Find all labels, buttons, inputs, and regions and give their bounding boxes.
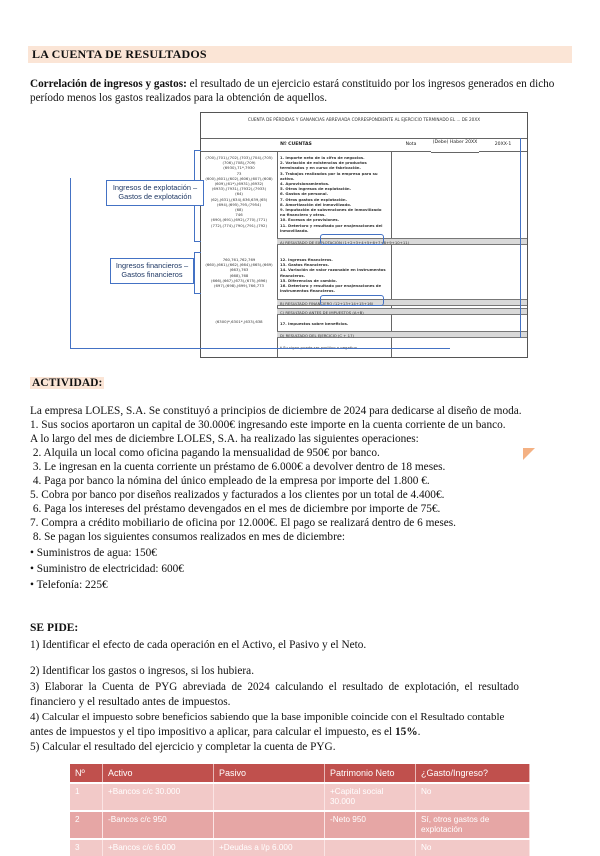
- statement-line: (6933),(7931),(7932),(7933): [211, 186, 267, 192]
- cell-activo: +Bancos c/c 30.000: [103, 783, 214, 811]
- statement-line: (64): [235, 191, 243, 197]
- task-2: 2) Identificar los gastos o ingresos, si los hubiera.: [30, 665, 255, 677]
- intro-text: el resultado de un ejercicio estará constituido por los ingresos generados en dicho período menos los gastos realizados para la obtención de aquellos.: [30, 78, 555, 104]
- statement-line: (706),(708),(709): [222, 160, 256, 166]
- pyg-diagram: [70, 108, 512, 363]
- operations-table: [70, 764, 530, 856]
- label-explotacion: Ingresos de explotación – Gastos de explotación: [106, 180, 204, 206]
- subtotal-antes-impuestos: C) RESULTADO ANTES DE IMPUESTOS (A+B): [277, 308, 527, 315]
- activity-line-11: • Suministro de electricidad: 600€: [30, 563, 184, 575]
- statement-line: 16. Deterioro y resultado por enajenaciones de instrumentos financieros.: [280, 283, 382, 294]
- activity-line-4: 3. Le ingresan en la cuenta corriente un préstamo de 6.000€ a devolver dentro de 18 meses.: [30, 461, 446, 473]
- sepide-title: SE PIDE:: [30, 622, 79, 634]
- statement-line: 3. Trabajos realizados por la empresa para su activo.: [280, 170, 378, 181]
- cell-gasto-ingreso: No: [416, 839, 530, 856]
- statement-line: (697),(698),(699),766,773: [214, 283, 264, 289]
- header-pasivo: Pasivo: [214, 764, 325, 783]
- task-3b: financiero y el resultado antes de impuestos.: [30, 696, 231, 708]
- table-row: [70, 783, 530, 811]
- items-column: [277, 151, 392, 357]
- col-nota: Nota: [391, 139, 431, 152]
- statement-line: (62),(631),(634),636,639,(65): [210, 196, 268, 202]
- statement-line: (666),(667),(673),(675),(696): [211, 277, 267, 283]
- activity-line-2: A lo largo del mes de diciembre LOLES, S.A. ha realizado las siguientes operaciones:: [30, 433, 419, 445]
- cell-gasto-ingreso: Sí, otros gastos de explotación: [416, 811, 530, 839]
- activity-line-3: 2. Alquila un local como oficina pagando la mensualidad de 950€ por banco.: [30, 447, 380, 459]
- activity-title: ACTIVIDAD:: [32, 377, 103, 389]
- items-block-3: [277, 319, 391, 328]
- connector-right: [520, 138, 521, 338]
- cell-pasivo: [214, 811, 325, 839]
- header-neto: Patrimonio Neto: [325, 764, 416, 783]
- statement-line: 12. Ingresos financieros.: [280, 257, 333, 262]
- statement-line: 13. Gastos financieros.: [280, 262, 330, 268]
- cell-activo: +Bancos c/c 6.000: [103, 839, 214, 856]
- subtotal-financiero: B) RESULTADO FINANCIERO (12+13+14+15+16): [277, 299, 527, 306]
- statement-line: (68): [235, 207, 243, 213]
- statement-line: 9. Imputación de subvenciones de inmovilizado no financiero y otras.: [280, 207, 382, 218]
- activity-line-1: 1. Sus socios aportaron un capital de 30.000€ ingresando este importe en la cuenta corriente de un banco.: [30, 419, 506, 431]
- statement-line: 760,761,762,769: [222, 257, 256, 262]
- task-4b: [30, 725, 575, 740]
- task-4b-end: .: [417, 726, 421, 738]
- statement-line: (609),(61*),(6931),(6932): [214, 181, 264, 187]
- cell-pasivo: [214, 783, 325, 811]
- subtotal-explotacion: A) RESULTADO DE EXPLOTACIÓN (1+2+3+4+5+6+7+8+9+10+11): [277, 238, 527, 245]
- accounts-block-1: [201, 153, 277, 230]
- statement-line: 746: [235, 212, 243, 218]
- statement-line: 15. Diferencias de cambio.: [280, 277, 338, 283]
- highlight-oval-2: [320, 295, 384, 306]
- col-accounts: Nº CUENTAS: [201, 139, 391, 152]
- cell-activo: -Bancos c/c 950: [103, 811, 214, 839]
- activity-line-0: La empresa LOLES, S.A. Se constituyó a principios de diciembre de 2024 para dedicarse al diseño de moda.: [30, 405, 522, 417]
- statement-heading: CUENTA DE PÉRDIDAS Y GANANCIAS ABREVIADA CORRESPONDIENTE AL EJERCICIO TERMINADO EL ... DE 20XX: [201, 113, 527, 139]
- accounts-column: [201, 151, 278, 357]
- header-activo: Activo: [103, 764, 214, 783]
- header-num: Nº: [70, 764, 103, 783]
- activity-line-8: 7. Compra a crédito mobiliario de oficina por 12.000€. El pago se realizará dentro de 6 meses.: [30, 517, 457, 529]
- task-4a: 4) Calcular el impuesto sobre beneficios sabiendo que la base imponible coincide con el Resultado contable: [30, 711, 505, 723]
- cell-pasivo: +Deudas a l/p 6.000: [214, 839, 325, 856]
- items-block-2: [277, 255, 391, 295]
- col-year2: 20XX-1: [479, 139, 527, 152]
- statement-line: 14. Variación de valor razonable en instrumentos financieros.: [280, 267, 386, 278]
- items-block-1: [277, 153, 391, 235]
- statement-line: 4. Aprovisionamientos.: [280, 181, 330, 187]
- col-year1: (Debe) Haber 20XX: [431, 139, 479, 153]
- statement-line: 17. Impuestos sobre beneficios.: [280, 321, 349, 326]
- statement-line: (6930),71*,7930: [223, 165, 255, 171]
- subtotal-ejercicio: D) RESULTADO DEL EJERCICIO (C + 17): [277, 331, 527, 338]
- cell-num: 2: [70, 811, 103, 839]
- accounts-block-2: [201, 255, 277, 290]
- activity-line-12: • Telefonía: 225€: [30, 579, 108, 591]
- cell-num: 3: [70, 839, 103, 856]
- activity-line-9: 8. Se pagan los siguientes consumos realizados en mes de diciembre:: [30, 531, 345, 543]
- table-row: [70, 811, 530, 839]
- intro-bold: Correlación de ingresos y gastos:: [30, 78, 187, 90]
- task-5: 5) Calcular el resultado del ejercicio y completar la cuenta de PYG.: [30, 741, 336, 753]
- statement-line: (600),(601),(602),(606),(607),(608): [205, 175, 273, 181]
- statement-line: (6300)*,6301*,(633),638: [215, 319, 263, 324]
- statement-line: 73: [236, 170, 242, 176]
- statement-line: 6. Gastos de personal.: [280, 191, 329, 197]
- statement-line: (700),(701),(702),(703),(704),(705): [205, 155, 273, 160]
- activity-line-7: 6. Paga los intereses del préstamo devengados en el mes de diciembre por importe de 75€.: [30, 503, 441, 515]
- statement-line: 8. Amortización del inmovilizado.: [280, 201, 352, 207]
- task-1: 1) Identificar el efecto de cada operación en el Activo, el Pasivo y el Neto.: [30, 639, 367, 651]
- bracket-financieros: [194, 252, 201, 294]
- cell-gasto-ingreso: No: [416, 783, 530, 811]
- header-gasto-ingreso: ¿Gasto/Ingreso?: [416, 764, 530, 783]
- cell-num: 1: [70, 783, 103, 811]
- statement-line: (668),768: [229, 272, 249, 278]
- label-financieros: Ingresos financieros – Gastos financieros: [110, 258, 194, 284]
- page-title: LA CUENTA DE RESULTADOS: [32, 47, 207, 61]
- statement-line: 2. Variación de existencias de productos terminados y en curso de fabricación.: [280, 160, 367, 171]
- accounts-block-3: [201, 317, 277, 326]
- statement-line: 7. Otros gastos de explotación.: [280, 196, 348, 202]
- statement-line: (663),763: [229, 267, 249, 273]
- statement-line: (660),(661),(662),(664),(665),(669): [205, 262, 273, 268]
- cell-neto: -Neto 950: [325, 811, 416, 839]
- activity-line-10: • Suministros de agua: 150€: [30, 547, 157, 559]
- connector-bottom: [70, 348, 450, 349]
- statement-line: (694),(695),795,(7954): [217, 201, 261, 207]
- task-4b-percent: 15%: [395, 726, 418, 738]
- highlight-oval-1: [320, 234, 384, 245]
- activity-line-6: 5. Cobra por banco por diseños realizados y facturados a los clientes por un total de 4.400€.: [30, 489, 445, 501]
- activity-line-5: 4. Paga por banco la nómina del único empleado de la empresa por importe del 1.800 €.: [30, 475, 430, 487]
- table-header-row: [70, 764, 530, 783]
- connector-left-vertical: [70, 178, 71, 348]
- statement-footnote: * Su signo puede ser positivo o negativo.: [280, 345, 359, 350]
- statement-line: 10. Excesos de provisiones.: [280, 217, 340, 223]
- intro-paragraph: [30, 77, 570, 105]
- task-3a: 3) Elaborar la Cuenta de PYG abreviada de 2024 calculando el resultado de explotación, el resultado: [30, 681, 519, 693]
- statement-line: 11. Deterioro y resultado por enajenaciones del inmovilizado.: [280, 222, 383, 233]
- cell-neto: +Capital social 30.000: [325, 783, 416, 811]
- statement-line: (772),(774),(790),(791),(792): [211, 222, 267, 228]
- task-4b-text: antes de impuestos y el tipo impositivo a aplicar, para calcular el impuesto, es el: [30, 726, 396, 738]
- statement-line: 5. Otros ingresos de explotación.: [280, 186, 352, 192]
- statement-line: (690),(691),(692),(770),(771): [211, 217, 267, 223]
- statement-line: 1. Importe neto de la cifra de negocios.: [280, 155, 365, 160]
